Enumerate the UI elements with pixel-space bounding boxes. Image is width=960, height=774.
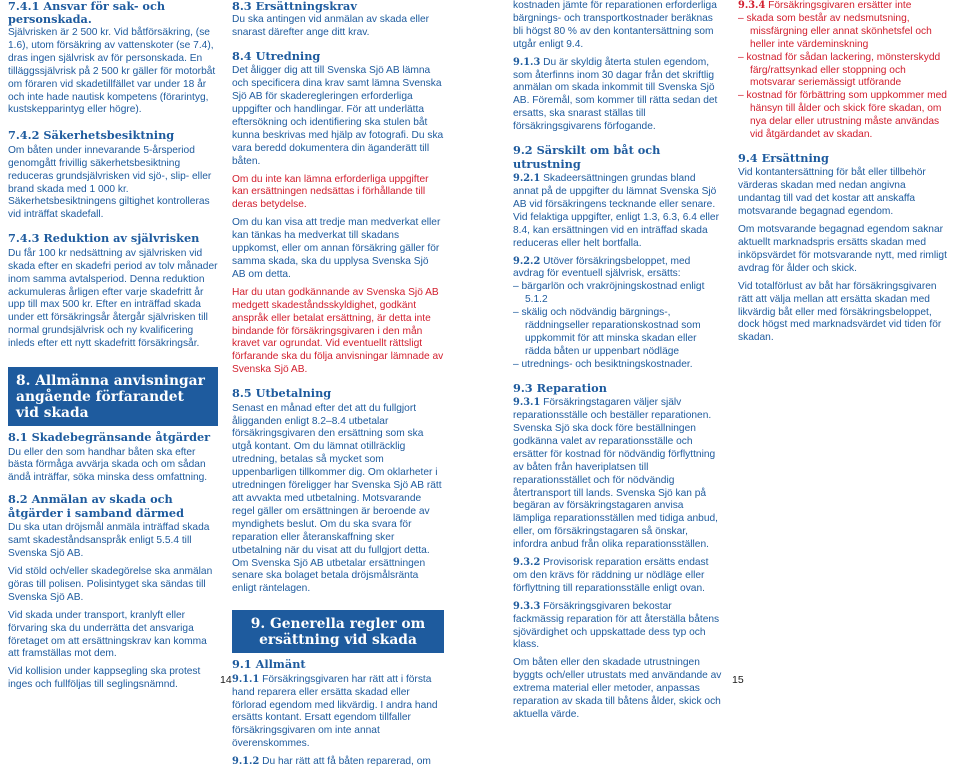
heading-9-4: 9.4 Ersättning [738,150,829,165]
list-item: – utrednings- och besiktningskostnader. [513,358,693,370]
clause-text: Försäkringsgivaren har rätt att i första hand reparera eller ersätta skadad eller förlorad egendom med likvärdig. I andra hand ersätts kontant. Ersatt egendom tillfaller försäkringsgivaren om inte annat överenskommes. [232,673,438,750]
clause-text: Provisorisk reparation ersätts endast om den krävs för räddning ur nödläge eller förflyttning till reparationsställe enligt ovan. [513,557,709,594]
page-number-right: 15 [732,674,744,686]
paragraph-9-2-2 [513,256,723,282]
clause-text: Skadeersättningen grundas bland annat på de uppgifter du lämnat Svenska Sjö AB vid försäkringens tecknande eller senare. Vid felaktiga uppgifter, enligt 1.3, 6.3, 6.4 eller 8.4, kan ersättningen vid en inträffad skada reduceras eller helt bortfalla. [513,173,719,249]
paragraph-9-1-2-cont: kostnaden jämte för reparationen erforderliga bärgnings- och transportkostnader beräknas bli högst 80 % av den kontantersättning som utgår enligt 9.4. [513,0,717,50]
paragraph-8-5: Senast en månad efter det att du fullgjort åligganden enligt 8.2–8.4 utbetalar försäkringsgivaren den ersättning som ska utgå kontant. Om du lämnat otillräcklig utredning, betalas så mycket som uppenbarligen tillkommer dig. Om oklarheter i utredningen föreligger har Svenska Sjö AB rätt att avvakta med utbetalning. Motsvarande regel gäller om ersättningen är beroende av myndighets beslut. Om du ska svara för reparation eller återanskaffning sker utbetalning när du visat att du fullgjort detta. Om Svenska Sjö AB utbetalar ersättningen senare ska bolaget betala dröjsmålsränta enligt räntelagen. [232,402,442,595]
clause-text: Du är skyldig återta stulen egendom, som återfinns inom 30 dagar från det skriftlig anmälan om skada inkommit till Svenska Sjö AB. Föremål, som kommer till rätta sedan det ersatts, ska snarast ställas till försäkringsgivarens förfogande. [513,56,718,133]
column-1 [8,0,218,697]
section-8-banner: 8. Allmänna anvisningar angående förfarandet vid skada [8,367,218,426]
clause-number: 9.3.2 [513,557,541,569]
clause-text: Utöver försäkringsbeloppet, med avdrag för eventuell självrisk, ersätts: [513,255,691,280]
column-3 [513,0,723,727]
paragraph-9-2-1 [513,173,723,250]
paragraph-8-2a: Du ska utan dröjsmål anmäla inträffad skada samt skadeståndsanspråk enligt 5.5.4 till Svenska Sjö AB. [8,522,210,560]
heading-8-1: 8.1 Skadebegränsande åtgärder [8,430,211,445]
heading-8-3: 8.3 Ersättningskrav [232,0,357,13]
paragraph-9-4c: Vid totalförlust av båt har försäkringsgivaren rätt att välja mellan att ersätta skadan med likvärdig båt eller med försäkringsbeloppet, dock högst med marknadsvärdet vid tiden för skadan. [738,280,942,344]
paragraph-8-1: Du eller den som handhar båten ska efter bästa förmåga avvärja skada och om sådan ändå inträffar, söka minska dess omfattning. [8,446,208,484]
paragraph-9-1-1 [232,674,444,751]
paragraph-7-4-2: Om båten under innevarande 5-årsperiod genomgått frivillig säkerhetsbesiktning reduceras grundsjälvrisken vid sjö-, slip- eller brand skada med 1 000 kr. Säkerhetsbesiktningens giltighet kontrolleras vid inträffat skadefall. [8,144,212,221]
clause-number: 9.1.3 [513,56,541,68]
list-item: – skälig och nödvändig bärgnings-, räddningseller reparationskostnad som uppkommit för att minska skadan eller rädda båten ur uppenbart nödläge [513,307,701,357]
clause-number: 9.2.2 [513,255,541,267]
clause-text: Försäkringsgivaren ersätter inte [768,0,912,11]
column-4 [738,0,950,350]
paragraph-8-4d: Har du utan godkännande av Svenska Sjö AB medgett skadeståndsskyldighet, godkänt anspråk eller betalat ersättning, är detta inte bindande för försäkringsgivaren i den mån kravet var ogrundat. Vid eventuellt rättsligt förfarande ska du följa anvisningar lämnade av Svenska Sjö AB. [232,286,444,376]
paragraph-9-4b: Om motsvarande begagnad egendom saknar aktuellt marknadspris ersätts skadan med inköpsvärdet för motsvarande nytt, med rimligt avdrag för ålder och skick. [738,224,947,274]
page-number-left: 14 [220,674,232,686]
heading-7-4-1: 7.4.1 Ansvar för sak- och personskada. [8,0,166,26]
clause-number: 9.2.1 [513,173,541,185]
paragraph-9-3-2 [513,557,723,596]
paragraph-9-1-3 [513,57,723,134]
column-2 [232,0,444,774]
paragraph-8-4b: Om du inte kan lämna erforderliga uppgifter kan ersättningen nedsättas i förhållande till deras betydelse. [232,173,429,211]
paragraph-9-3-3 [513,601,723,653]
clause-text: Du har rätt att få båten reparerad, om [262,756,431,768]
clause-text: Försäkringsgivaren bekostar fackmässig reparation för att återställa båtens sjövärdighet och uppskattade dess typ och klass. [513,600,720,651]
heading-9-1: 9.1 Allmänt [232,657,306,672]
list-item: – kostnad för sådan lackering, mönsterskydd färg/rattsynkad eller stoppning och motsvarar seriemässigt utförande [738,51,941,89]
section-9-banner: 9. Generella regler om ersättning vid skada [232,610,444,653]
heading-8-5: 8.5 Utbetalning [232,386,332,401]
paragraph-9-3-1 [513,397,723,552]
paragraph-9-1-2 [232,756,444,769]
list-item: – skada som består av nedsmutsning, missfärgning eller annat skönhetsfel och heller inte värdeminskning [738,12,932,50]
paragraph-8-2c: Vid skada under transport, kranlyft eller förvaring ska du underrätta det ansvariga företaget om att ersättningskrav kan komma att framställas mot dem. [8,609,207,660]
paragraph-8-4c: Om du kan visa att tredje man medverkat eller kan tänkas ha medverkat till skadans uppkomst, eller om annan försäkring gäller för samma skada, ska du upplysa Svenska Sjö AB om detta. [232,217,441,280]
paragraph-8-3: Du ska antingen vid anmälan av skada eller snarast därefter ange ditt krav. [232,14,430,38]
clause-text: Försäkringstagaren väljer själv reparationsställe och beställer reparationen. Svenska Sjö ska dock före beställningen godkänna valet av reparationsställe och ersätter för kostnad för nödvändig förflyttning av båten från haveriplatsen till reparationsstället och för nödvändig återtransport till lands. Svenska Sjö kan på begäran av försäkringstagaren anvisa lämpliga reparationsställen med tidiga anbud, eller, om försäkringstagaren så önskar, infordra anbud från olika reparationsställen. [513,397,719,551]
clause-number: 9.3.3 [513,600,541,612]
heading-9-3: 9.3 Reparation [513,380,607,395]
paragraph-7-4-3: Du får 100 kr nedsättning av självrisken vid skada efter en skadefri period av tolv månader inom samma avtalsperiod. Denna reduktion ackumuleras årligen efter varje skadefritt år upp till max 500 kr. Efter en inträffad skada under ett försäkringsår återgår självrisken till normal grundsjälvrisk och ny kvalificering inleds efter ett nytt skadefritt försäkringsår. [8,247,218,350]
heading-8-4: 8.4 Utredning [232,48,321,63]
paragraph-9-3-3b: Om båten eller den skadade utrustningen byggts och/eller utrustats med användande av extrema material eller metoder, anpassas reparation av skada till båtens ålder, skick och aktuella värde. [513,657,722,720]
heading-7-4-3: 7.4.3 Reduktion av självrisken [8,231,200,246]
clause-number: 9.3.4 [738,0,766,11]
heading-8-2: 8.2 Anmälan av skada och åtgärder i samband därmed [8,492,185,520]
clause-number: 9.1.1 [232,673,260,685]
paragraph-8-2d: Vid kollision under kappsegling ska protest inges och fullföljas till seglingsnämnd. [8,666,201,691]
list-item: – bärgarlön och vrakröjningskostnad enligt 5.1.2 [513,281,705,306]
list-item: – kostnad för förbättring som uppkommer med hänsyn till ålder och skick före skadan, om nya delar eller utrustning måste användas vid åtgärdandet av skadan. [738,90,947,141]
clause-number: 9.3.1 [513,397,541,409]
paragraph-9-3-4 [738,0,950,13]
heading-7-4-2: 7.4.2 Säkerhetsbesiktning [8,128,175,143]
clause-number: 9.1.2 [232,756,260,768]
paragraph-8-4a: Det åligger dig att till Svenska Sjö AB lämna och specificera dina krav samt lämna Svenska Sjö AB för skaderegleringen erforderliga uppgifter och handlingar. För att underlätta eftersökning och identifiering ska stulen båt kunna beskrivas med hjälp av fotografi. Du ska vara beredd dokumentera din äganderätt till båten. [232,65,444,167]
paragraph-9-4a: Vid kontantersättning för båt eller tillbehör värderas skadan med nedan angivna undantag till vad det kostar att anskaffa motsvarande begagnad egendom. [738,167,926,218]
paragraph-8-2b: Vid stöld och/eller skadegörelse ska anmälan göras till polisen. Polisintyget ska sändas till Svenska Sjö AB. [8,565,213,603]
heading-9-2: 9.2 Särskilt om båt och utrustning [513,143,661,171]
paragraph-7-4-1: Självrisken är 2 500 kr. Vid båtförsäkring, (se 1.6), utom försäkring av vattenskoter (se 7.4), dras ingen självrisk av för personskada. En tilläggssjälvrisk på 2 500 kr gäller för motorbåt om föraren vid skadetillfället var under 18 år och inte hade nautisk kompetens (förarintyg, kustskepparintyg eller högre). [8,27,216,116]
